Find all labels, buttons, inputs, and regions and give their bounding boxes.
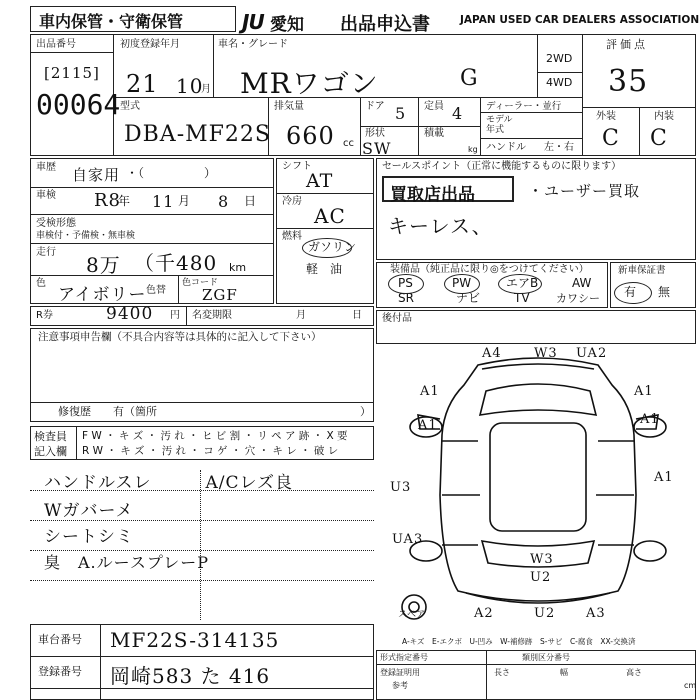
color-code: ZGF (202, 286, 238, 304)
form-label: 受検形態 (36, 218, 76, 229)
damage-mark: W3 (534, 346, 558, 361)
equipment-item: PS (398, 276, 413, 290)
inspection-month: 11 (152, 192, 175, 211)
registration-month: 10 (176, 74, 204, 98)
storage-label: 車内保管・守衛保管 (39, 12, 184, 31)
spare-label: スペア (398, 610, 426, 620)
warranty-yes-circle (614, 282, 652, 304)
repair-close: ） (360, 405, 371, 418)
inspector-note: 臭 A.ルースプレーP (44, 553, 209, 572)
handle-lr: 左・右 (544, 142, 574, 153)
name-change-month: 月 (296, 310, 306, 321)
plate-value: 岡崎583 た 416 (110, 664, 271, 688)
model-grade: G (460, 66, 479, 91)
inspector-row-2: R W ・ キ ズ ・ 汚 れ ・ コ ゲ ・ 穴 ・ キ レ ・ 破 レ (82, 445, 339, 457)
registration-year: 21 (126, 70, 159, 98)
damage-mark: A1 (640, 412, 660, 427)
exterior-label: 外装 (596, 111, 616, 122)
warranty-no: 無 (658, 285, 671, 299)
name-change-label: 名変期限 (192, 310, 232, 321)
damage-mark: A4 (482, 346, 502, 361)
post-equipment-label: 後付品 (382, 313, 412, 324)
color-value: アイボリー (58, 285, 147, 305)
damage-mark: UA3 (392, 532, 424, 547)
doors-value: 5 (395, 104, 407, 123)
inspector-note: シートシミ (44, 527, 134, 547)
damage-mark: U2 (530, 570, 552, 585)
damage-mark: A1 (634, 384, 654, 399)
spec-length: 長さ (494, 668, 510, 677)
displacement-unit: cc (343, 138, 354, 149)
shift-label: シフト (282, 161, 312, 172)
damage-legend: A-キズ E-エクボ U-凹み W-補修跡 S-サビ C-腐食 XX-交換済 (402, 637, 636, 646)
shift-value: AT (306, 170, 334, 192)
selling-badge: 買取店出品 (390, 185, 475, 205)
inspection-day-unit: 日 (244, 194, 257, 208)
warranty-yes: 有 (624, 285, 637, 299)
inspector-label-2: 記入欄 (34, 445, 67, 458)
lot-number: 00064 (36, 88, 121, 121)
displacement-label: 排気量 (274, 101, 304, 112)
lot-label: 出品番号 (36, 39, 76, 50)
notes-label: 注意事項申告欄（不具合内容等は具体的に記入して下さい） (38, 331, 322, 343)
damage-mark: W3 (530, 552, 554, 567)
mileage-unit: km (229, 261, 247, 274)
history-label: 車歴 (36, 162, 56, 173)
history-value: 自家用 (72, 166, 121, 184)
load-unit: kg (468, 145, 478, 154)
pw-circle (444, 274, 480, 294)
equipment-item: ナビ (456, 291, 481, 305)
mileage-paren: （千480 (134, 251, 218, 275)
airbag-circle (498, 274, 542, 294)
registration-label: 初度登録年月 (120, 39, 180, 50)
inspector-row-1: F W ・ キ ズ ・ 汚 れ ・ ヒ ビ 割 ・ リ ペ ア 跡 ・ X 要 (82, 430, 348, 442)
lot-bracket-number: [2115] (44, 64, 100, 82)
fuel-label: 燃料 (282, 231, 302, 242)
equipment-item: PW (452, 276, 472, 290)
damage-mark: A1 (420, 384, 440, 399)
interior-label: 内装 (654, 111, 674, 122)
model-name: MRワゴン (240, 67, 379, 100)
capacity-value: 4 (452, 104, 464, 123)
inspection-label: 車検 (36, 190, 56, 201)
mileage-value: 8万 (86, 253, 121, 277)
damage-mark: U2 (534, 606, 556, 621)
recycle-value: 9400 (106, 304, 154, 324)
equipment-item: AW (572, 276, 592, 290)
selling-point-box (376, 158, 696, 260)
inspection-month-unit: 月 (178, 194, 191, 208)
inspection-day: 8 (218, 192, 230, 211)
chassis-label: 車台番号 (38, 633, 82, 646)
interior-grade: C (650, 126, 668, 151)
type-value: DBA-MF22S (124, 122, 271, 147)
doc-title: 出品申込書 (340, 14, 430, 35)
spec-class-label: 類別区分番号 (522, 653, 570, 662)
exterior-grade: C (602, 126, 620, 151)
rating-label: 評価点 (606, 38, 648, 51)
spec-form-label: 形式指定番号 (380, 653, 428, 662)
capacity-label: 定員 (424, 101, 444, 112)
damage-mark: A2 (474, 606, 494, 621)
history-paren: ・（ ） (126, 166, 217, 180)
equipment-label: 装備品（純正品に限り◎をつけてください） (390, 264, 589, 275)
selling-note-2: キーレス、 (388, 214, 493, 238)
ju-logo-text: JU (242, 10, 264, 34)
org-english: JAPAN USED CAR DEALERS ASSOCIATION (460, 14, 700, 26)
equipment-item: カワシー (556, 292, 600, 305)
selling-badge-box (382, 176, 514, 205)
shape-value: SW (362, 139, 392, 158)
color-label: 色 (36, 278, 46, 289)
fuel-gas: ガソリン (308, 240, 357, 254)
selling-label: セールスポイント（正常に機能するものに限ります） (382, 161, 622, 172)
drive-4wd: 4WD (546, 76, 573, 89)
ju-logo (242, 10, 264, 34)
chassis-value: MF22S-314135 (110, 628, 280, 652)
equipment-item: TV (514, 291, 530, 305)
doors-label: ドア (365, 101, 385, 112)
spec-width: 幅 (560, 668, 568, 677)
form-sub: 車検付・予備検・無車検 (36, 231, 136, 241)
repair-label: 修復歴 有（箇所 (58, 405, 157, 418)
spec-height: 高さ (626, 668, 642, 677)
recycle-label: R券 (36, 310, 53, 321)
mileage-label: 走行 (36, 247, 56, 258)
load-label: 積載 (424, 128, 444, 139)
spec-reg-doc: 登録証明用 (380, 668, 420, 677)
fuel-light-oil: 軽 油 (306, 262, 343, 276)
damage-mark: A3 (586, 606, 606, 621)
fuel-gas-circle (302, 238, 352, 258)
damage-mark: UA2 (576, 346, 608, 361)
warranty-label: 新車保証書 (618, 265, 666, 276)
ac-value: AC (314, 204, 346, 228)
handle-label: ハンドル (486, 142, 526, 153)
type-label: 型式 (120, 101, 140, 112)
inspector-label-1: 検査員 (34, 430, 67, 443)
rating-score: 35 (608, 64, 649, 99)
recycle-unit: 円 (170, 310, 180, 321)
ps-circle (388, 274, 424, 294)
dealer-label: ディーラー・並行 (486, 101, 562, 112)
drive-2wd: 2WD (546, 52, 573, 65)
shape-label: 形状 (365, 128, 385, 139)
damage-mark: A1 (654, 470, 674, 485)
equipment-item: エアB (506, 276, 539, 290)
color-code-label: 色コード (182, 278, 219, 288)
color-change-label: 色替 (146, 285, 166, 296)
damage-mark: U3 (390, 480, 412, 495)
registration-month-unit: 月 (201, 84, 211, 95)
inspector-note: ハンドルスレ A/Cレズ良 (44, 473, 293, 493)
equipment-item: SR (398, 291, 414, 305)
model-label: 車名・グレード (218, 39, 288, 50)
ac-label: 冷房 (282, 196, 302, 207)
inspector-note: Wガバーメ (44, 501, 134, 521)
damage-mark: A1 (418, 418, 438, 433)
inspection-era: R8 (94, 190, 122, 211)
name-change-day: 日 (352, 310, 362, 321)
plate-label: 登録番号 (38, 665, 82, 678)
storage-label-box (30, 6, 236, 32)
spec-unit: cm (684, 681, 697, 690)
inspection-year-unit: 年 (118, 194, 131, 208)
model-year-label: モデル 年式 (486, 115, 513, 135)
post-equipment-box (376, 310, 696, 344)
spec-ref: 参考 (392, 681, 408, 690)
org-name: 愛知 (270, 15, 304, 35)
selling-note-1: ・ユーザー買取 (528, 182, 641, 200)
displacement-value: 660 (286, 122, 335, 150)
